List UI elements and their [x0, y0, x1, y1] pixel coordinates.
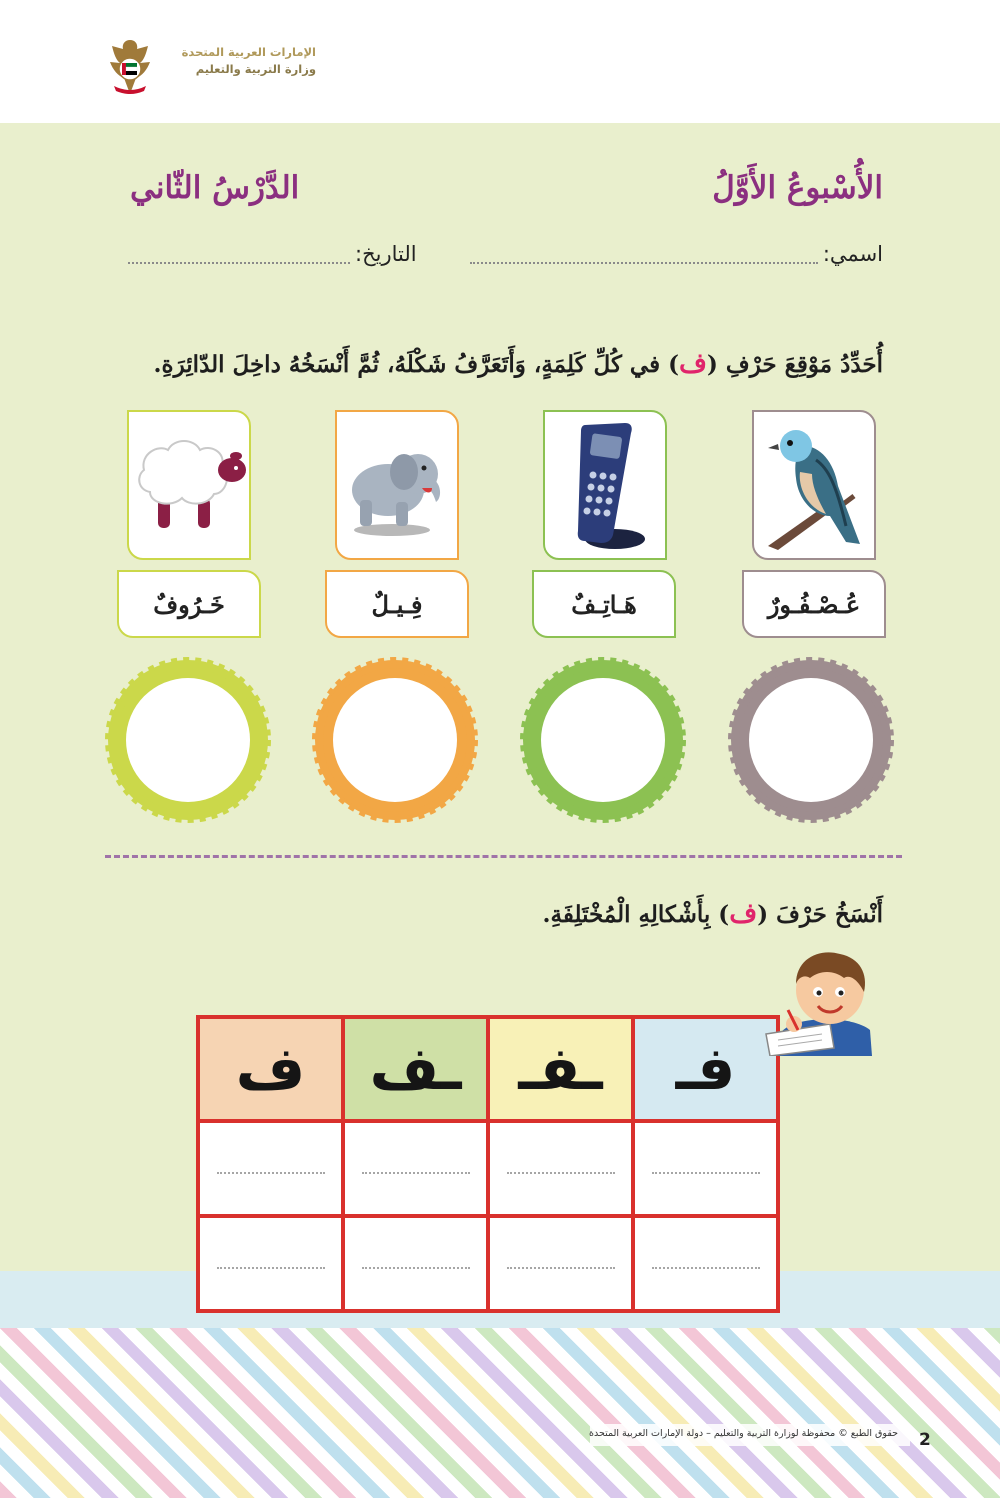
- section-divider: [105, 855, 902, 858]
- page-header: [0, 0, 1000, 123]
- date-label: التاريخ:: [355, 242, 417, 266]
- writing-line: [362, 1172, 470, 1174]
- practice-cell[interactable]: [343, 1216, 488, 1311]
- striped-footer-pattern: [0, 1328, 1000, 1498]
- practice-cell[interactable]: [633, 1121, 778, 1216]
- sparrow-bird-icon: [760, 416, 868, 554]
- picture-card-sheep: [127, 410, 251, 560]
- page-number: 2: [919, 1430, 931, 1450]
- exercise2-instruction-end: ) بِأَشْكالِهِ الْمُخْتَلِفَةِ.: [542, 901, 730, 928]
- picture-card-sparrow: [752, 410, 876, 560]
- writing-line: [217, 1267, 325, 1269]
- week-title: الأُسْبوعُ الأَوَّلُ: [712, 170, 883, 206]
- letter-form-isolated: ف: [198, 1017, 343, 1121]
- writing-line: [217, 1172, 325, 1174]
- writing-line: [507, 1172, 615, 1174]
- writing-line: [652, 1172, 760, 1174]
- word-card-elephant: فِـيـلٌ: [325, 570, 469, 638]
- word-card-sparrow: عُـصْـفُـورٌ: [742, 570, 886, 638]
- target-letter: ف: [678, 348, 707, 379]
- writing-line: [652, 1267, 760, 1269]
- picture-card-phone: [543, 410, 667, 560]
- letter-form-final: ـف: [343, 1017, 488, 1121]
- answer-circle-sparrow[interactable]: [727, 656, 895, 824]
- name-label: اسمي:: [822, 242, 883, 266]
- exercise2-instruction-start: أَنْسَخُ حَرْفَ (: [757, 901, 883, 928]
- name-field[interactable]: [470, 262, 818, 264]
- ministry-line-1: الإمارات العربية المتحدة: [181, 45, 316, 59]
- exercise1-instruction-start: أُحَدِّدُ مَوْقِعَ حَرْفِ (: [706, 351, 883, 378]
- answer-circle-elephant[interactable]: [311, 656, 479, 824]
- letter-forms-grid: [196, 1015, 780, 1313]
- practice-cell[interactable]: [488, 1121, 633, 1216]
- exercise1-instruction-end: ) في كُلِّ كَلِمَةٍ، وَأَتَعَرَّفُ شَكْلَهُ، ثُمَّ أَنْسَخُهُ داخِلَ الدّائِرَةِ.: [153, 351, 679, 378]
- answer-circle-sheep[interactable]: [104, 656, 272, 824]
- practice-cell[interactable]: [198, 1216, 343, 1311]
- writing-line: [362, 1267, 470, 1269]
- exercise2-instruction: [542, 898, 883, 929]
- practice-cell[interactable]: [633, 1216, 778, 1311]
- target-letter-2: ف: [729, 898, 758, 929]
- practice-row: [198, 1216, 778, 1311]
- writing-line: [507, 1267, 615, 1269]
- boy-writing-icon: [760, 944, 885, 1056]
- practice-row: [198, 1121, 778, 1216]
- picture-card-elephant: [335, 410, 459, 560]
- lesson-title: الدَّرْسُ الثّاني: [130, 170, 300, 206]
- cordless-phone-icon: [555, 415, 655, 555]
- copyright-text: حقوق الطبع © محفوظة لوزارة التربية والتعليم – دولة الإمارات العربية المتحدة: [589, 1428, 898, 1439]
- date-field[interactable]: [128, 262, 350, 264]
- sheep-icon: [130, 430, 248, 540]
- word-card-phone: هَـاتِـفٌ: [532, 570, 676, 638]
- practice-cell[interactable]: [343, 1121, 488, 1216]
- elephant-icon: [342, 430, 452, 540]
- practice-cell[interactable]: [198, 1121, 343, 1216]
- letter-form-medial: ـفـ: [488, 1017, 633, 1121]
- letter-forms-header-row: [198, 1017, 778, 1121]
- letter-form-initial: فـ: [633, 1017, 778, 1121]
- ministry-line-2: وزارة التربية والتعليم: [195, 62, 316, 76]
- word-card-sheep: خَـرُوفٌ: [117, 570, 261, 638]
- answer-circle-phone[interactable]: [519, 656, 687, 824]
- ministry-name: [166, 44, 316, 78]
- uae-eagle-emblem-icon: [104, 36, 156, 98]
- exercise1-instruction: [154, 348, 883, 379]
- practice-cell[interactable]: [488, 1216, 633, 1311]
